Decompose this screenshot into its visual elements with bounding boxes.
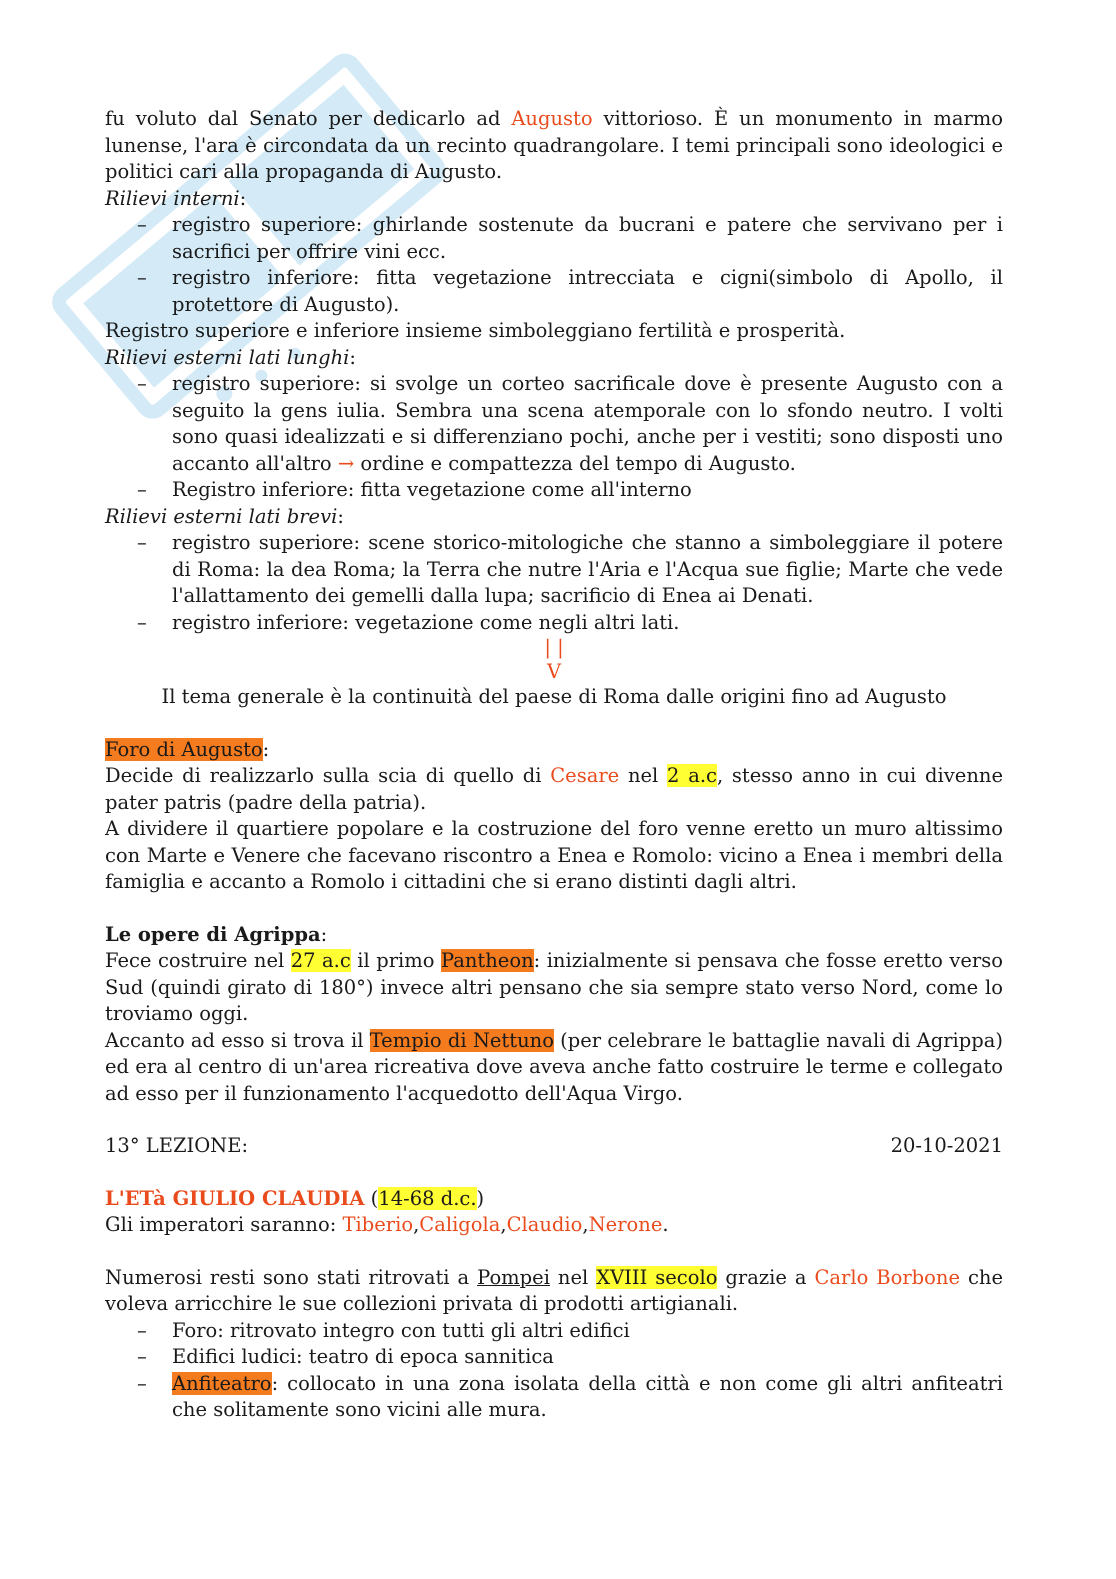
pompei-list: [105, 1318, 1003, 1424]
rilievi-brevi-heading: Rilievi esterni lati brevi:: [105, 504, 344, 528]
list-item: – registro inferiore: fitta vegetazione intrecciata e cigni(simbolo di Apollo, il protettore di Augusto).: [137, 266, 1003, 316]
intro-paragraph: fu voluto dal Senato per dedicarlo ad Augusto vittorioso. È un monumento in marmo lunense, l'ara è circondata da un recinto quadrangolare. I temi principali sono ideologici e politici cari alla propaganda di Augusto.: [105, 107, 1003, 183]
list-item: – Anfiteatro: collocato in una zona isolata della città e non come gli altri anfiteatri che solitamente sono vicini alle mura.: [137, 1371, 1003, 1421]
lesson-header: [105, 1133, 1003, 1160]
down-arrow-icon: | | V: [544, 636, 564, 683]
rilievi-interni-heading: Rilievi interni:: [105, 186, 247, 210]
tema-generale: Il tema generale è la continuità del paese di Roma dalle origini fino ad Augusto: [161, 685, 947, 708]
list-item: – Registro inferiore: fitta vegetazione come all'interno: [137, 478, 692, 501]
agrippa-paragraph-1: Fece costruire nel 27 a.c il primo Pantheon: inizialmente si pensava che fosse eretto verso Sud (quindi girato di 180°) invece altri pensano che sia sempre stato verso Nord, come lo troviamo oggi.: [105, 949, 1004, 1025]
agrippa-title: Le opere di Agrippa:: [105, 922, 328, 946]
rilievi-lunghi-list: [105, 371, 1003, 504]
rilievi-interni-list: [105, 212, 1003, 318]
list-item: – registro superiore: ghirlande sostenute da bucrani e patere che servivano per i sacrifici per offrire vini ecc.: [137, 213, 1003, 263]
rilievi-lunghi-heading: Rilievi esterni lati lunghi:: [105, 345, 356, 369]
list-item: – registro superiore: scene storico-mitologiche che stanno a simboleggiare il potere di Roma: la dea Roma; la Terra che nutre l'Aria e l'Acqua sue figlie; Marte che vede l'allattamento dei gemelli dalla lupa; sacrificio di Enea ai Denati.: [137, 531, 1003, 607]
agrippa-paragraph-2: Accanto ad esso si trova il Tempio di Nettuno (per celebrare le battaglie navali di Agrippa) ed era al centro di un'area ricreativa dove aveva anche fatto costruire le terme e collegato ad esso per il funzionamento l'acquedotto dell'Aqua Virgo.: [105, 1028, 1003, 1105]
list-item: – registro superiore: si svolge un corteo sacrificale dove è presente Augusto con a seguito la gens iulia. Sembra una scena atemporale con lo sfondo neutro. I volti sono quasi idealizzati e si differenziano pochi, anche per i vestiti; sono disposti uno accanto all'altro → ordine e compattezza del tempo di Augusto.: [137, 372, 1003, 475]
emperors-line: Gli imperatori saranno: Tiberio,Caligola,Claudio,Nerone.: [105, 1213, 669, 1236]
document-body: [105, 106, 1003, 1424]
foro-paragraph-2: A dividere il quartiere popolare e la costruzione del foro venne eretto un muro altissimo con Marte e Venere che facevano riscontro a Enea e Romolo: vicino a Enea i membri della famiglia e accanto a Romolo i cittadini che si erano distinti dagli altri.: [105, 817, 1003, 893]
arrow-right-icon: →: [337, 451, 355, 475]
foro-paragraph-1: Decide di realizzarlo sulla scia di quello di Cesare nel 2 a.c, stesso anno in cui divenne pater patris (padre della patria).: [105, 764, 1003, 814]
rilievi-brevi-list: [105, 530, 1003, 636]
lesson-date: 20-10-2021: [890, 1134, 1003, 1157]
lesson-label: 13° LEZIONE:: [105, 1134, 249, 1157]
giulio-claudia-title: L'ETà GIULIO CLAUDIA (14-68 d.c.): [105, 1186, 485, 1210]
foro-title: Foro di Augusto:: [105, 737, 270, 761]
pompei-paragraph: Numerosi resti sono stati ritrovati a Pompei nel XVIII secolo grazie a Carlo Borbone che voleva arricchire le sue collezioni privata di prodotti artigianali.: [105, 1265, 1003, 1315]
list-item: – Edifici ludici: teatro di epoca sannitica: [137, 1345, 554, 1368]
list-item: – registro inferiore: vegetazione come negli altri lati.: [137, 610, 680, 634]
list-item: – Foro: ritrovato integro con tutti gli altri edifici: [137, 1318, 630, 1342]
rilievi-interni-summary: Registro superiore e inferiore insieme simboleggiano fertilità e prosperità.: [105, 319, 846, 342]
